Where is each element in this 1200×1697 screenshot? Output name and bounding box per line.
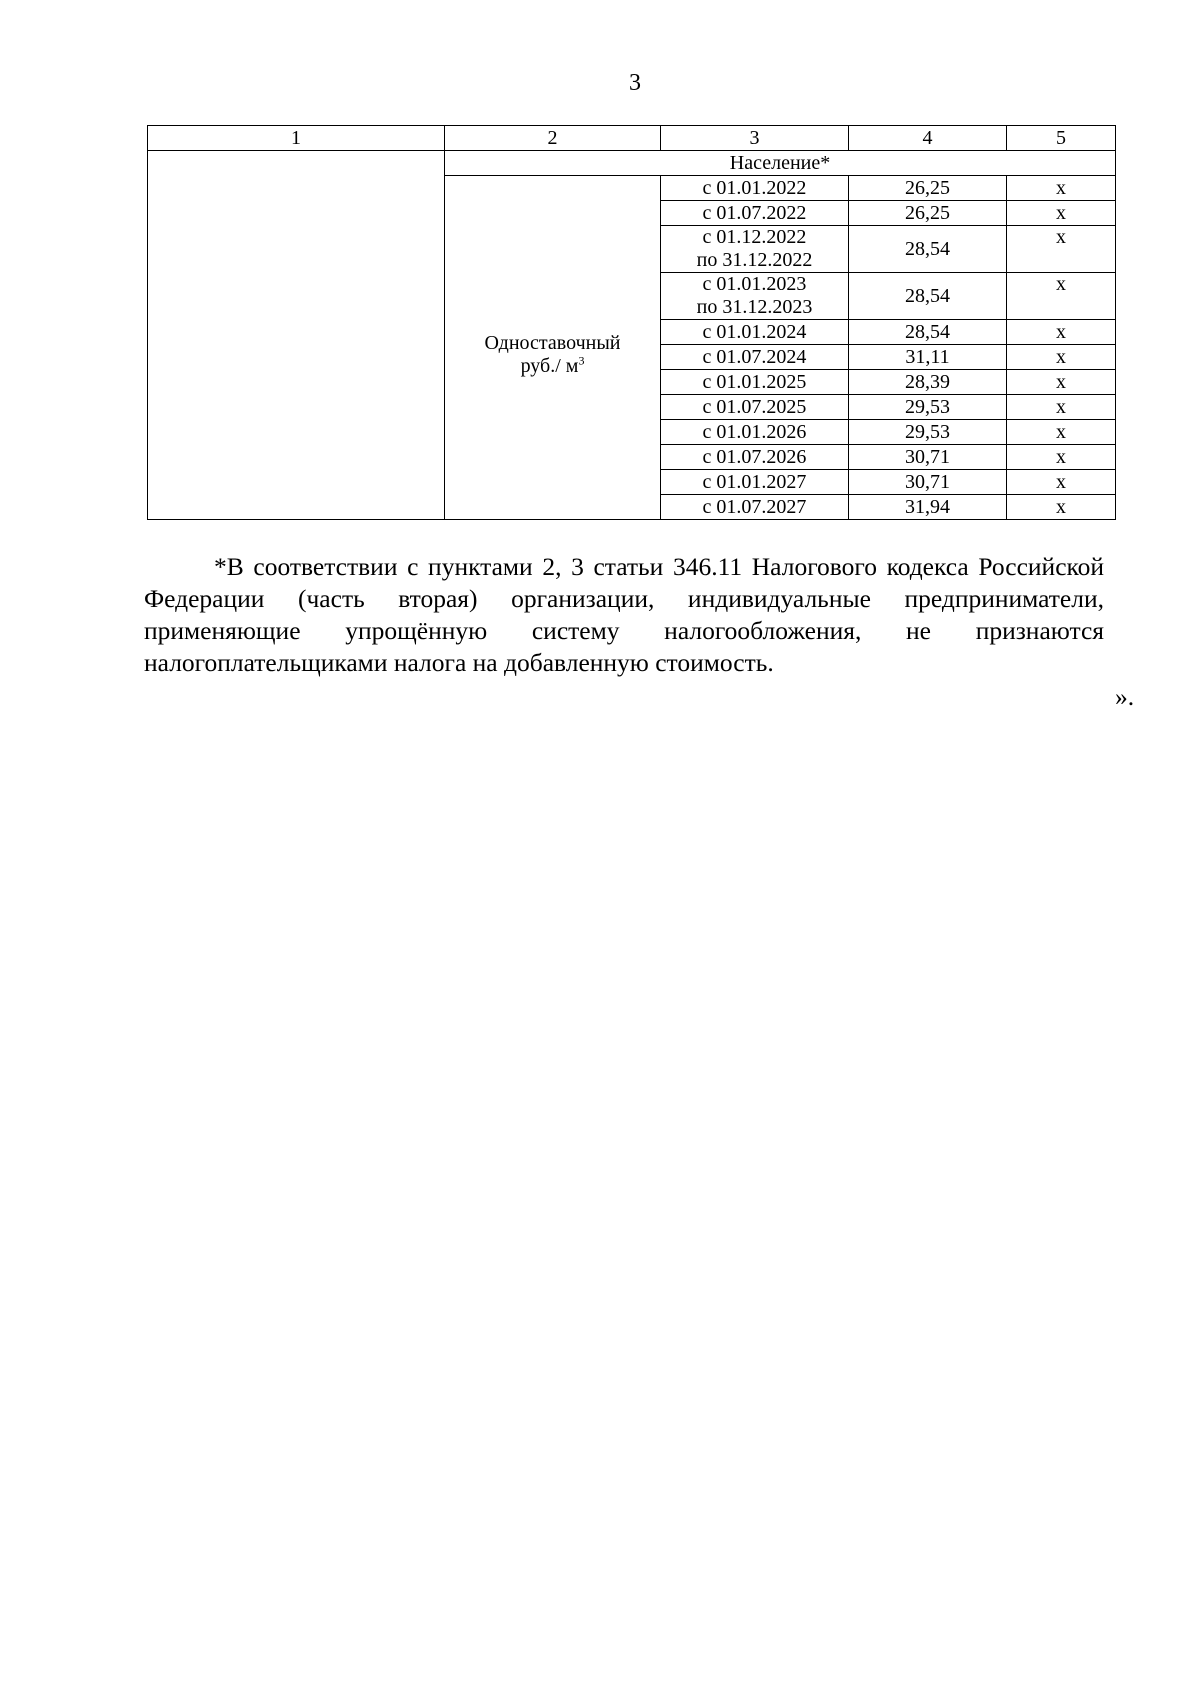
tariff-value-cell: 26,25 — [849, 201, 1007, 226]
period-from: с 01.07.2025 — [702, 395, 807, 418]
group-row — [148, 151, 1116, 176]
period-from: с 01.01.2025 — [702, 370, 807, 393]
tariff-value-cell: 29,53 — [849, 395, 1007, 420]
column5-cell: х — [1007, 445, 1116, 470]
header-cell-5: 5 — [1007, 126, 1116, 151]
period-cell — [661, 320, 849, 345]
column5-cell: х — [1007, 201, 1116, 226]
tariff-value-cell: 28,54 — [849, 273, 1007, 320]
period-from: с 01.01.2027 — [702, 470, 807, 493]
header-cell-4: 4 — [849, 126, 1007, 151]
period-from: с 01.01.2022 — [702, 176, 807, 199]
footnote — [144, 551, 1104, 679]
period-cell — [661, 176, 849, 201]
period-cell — [661, 495, 849, 520]
period-cell — [661, 226, 849, 273]
tariff-table — [147, 125, 1116, 520]
column5-cell: х — [1007, 176, 1116, 201]
column5-cell: х — [1007, 470, 1116, 495]
period-to: по 31.12.2023 — [696, 296, 813, 318]
column5-cell: х — [1007, 495, 1116, 520]
page-number: 3 — [629, 70, 641, 96]
tariff-value-cell: 30,71 — [849, 470, 1007, 495]
period-cell — [661, 370, 849, 395]
period-cell — [661, 420, 849, 445]
period-from: с 01.07.2022 — [702, 201, 807, 224]
footnote-text: *В соответствии с пунктами 2, 3 статьи 346.11 Налогового кодекса Российской Федерации (часть вторая) организации, индивидуальные предприниматели, применяющие упрощённую систему налогообложения, не признаются налогоплательщиками налога на добавленную стоимость. — [144, 552, 1104, 677]
tariff-value-cell: 31,11 — [849, 345, 1007, 370]
tariff-value-cell: 28,54 — [849, 320, 1007, 345]
unit-base: руб./ м — [520, 354, 579, 377]
period-from: с 01.07.2026 — [702, 445, 807, 468]
period-to: по 31.12.2022 — [696, 249, 813, 271]
period-from: с 01.12.2022 — [702, 226, 807, 248]
tariff-table-body — [148, 126, 1116, 520]
column5-cell: х — [1007, 226, 1116, 273]
group-label-population: Население* — [445, 151, 1116, 176]
period-from: с 01.01.2023 — [702, 273, 807, 295]
tariff-value-cell: 30,71 — [849, 445, 1007, 470]
rate-type-label: Одноставочный — [484, 331, 621, 354]
period-cell — [661, 345, 849, 370]
period-from: с 01.07.2024 — [702, 345, 807, 368]
tariff-value-cell: 28,39 — [849, 370, 1007, 395]
tariff-value-cell: 28,54 — [849, 226, 1007, 273]
period-cell — [661, 395, 849, 420]
closing-quote-mark: ». — [1115, 682, 1135, 711]
tariff-value-cell: 31,94 — [849, 495, 1007, 520]
tariff-value-cell: 29,53 — [849, 420, 1007, 445]
column5-cell: х — [1007, 420, 1116, 445]
period-from: с 01.07.2027 — [702, 495, 807, 518]
column5-cell: х — [1007, 345, 1116, 370]
unit-superscript: 3 — [578, 352, 585, 367]
period-cell — [661, 445, 849, 470]
column5-cell: х — [1007, 395, 1116, 420]
header-row — [148, 126, 1116, 151]
header-cell-3: 3 — [661, 126, 849, 151]
unit-label — [449, 352, 656, 378]
header-cell-1: 1 — [148, 126, 445, 151]
period-cell — [661, 201, 849, 226]
period-cell — [661, 470, 849, 495]
column5-cell: х — [1007, 273, 1116, 320]
period-cell — [661, 273, 849, 320]
period-from: с 01.01.2026 — [702, 420, 807, 443]
column5-cell: х — [1007, 370, 1116, 395]
header-cell-2: 2 — [445, 126, 661, 151]
rate-type-cell — [445, 176, 661, 520]
tariff-value-cell: 26,25 — [849, 176, 1007, 201]
column5-cell: х — [1007, 320, 1116, 345]
period-from: с 01.01.2024 — [702, 320, 807, 343]
empty-organization-cell — [148, 151, 445, 520]
